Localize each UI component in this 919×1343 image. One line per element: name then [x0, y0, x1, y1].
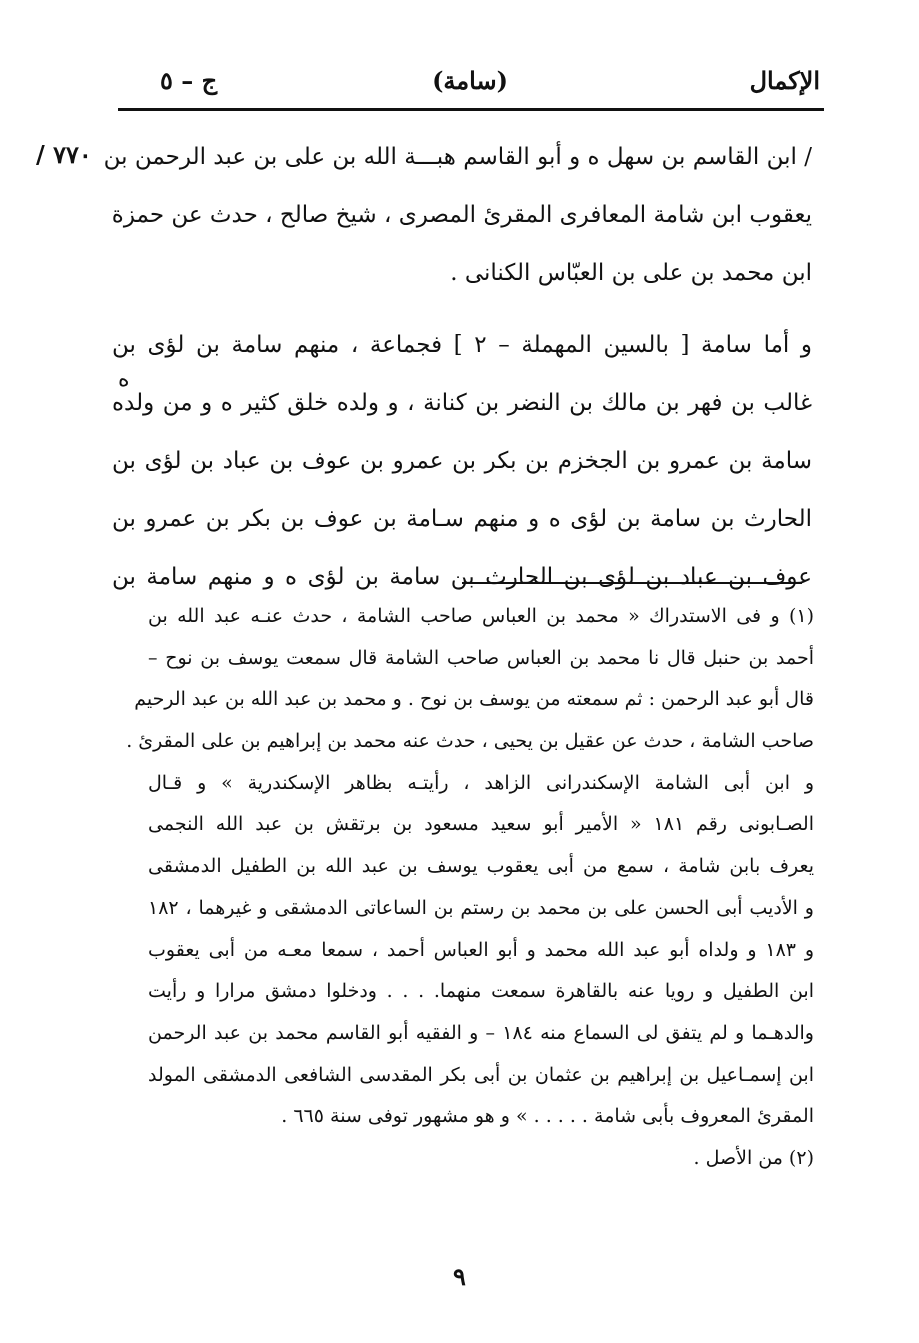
- margin-marker: ه: [118, 367, 130, 392]
- margin-page-reference: ٧٧٠ /: [36, 140, 92, 169]
- header-rule: [118, 108, 824, 111]
- page-header: [120, 66, 820, 106]
- main-line: ابن محمد بن على بن العبّاس الكنانى .: [450, 260, 812, 286]
- book-title: الإكمال: [749, 66, 820, 95]
- main-line: يعقوب ابن شامة المعافرى المقرئ المصرى ، شيخ صالح ، حدث عن حمزة: [111, 202, 812, 228]
- footnote-line: (٢) من الأصل .: [693, 1146, 814, 1169]
- footnote-line: والدهـما و لم يتفق لى السماع منه ١٨٤ – و الفقيه أبو القاسم محمد بن عبد الرحمن: [148, 1021, 814, 1044]
- main-text: [103, 128, 812, 606]
- volume-label: ج – ٥: [160, 66, 218, 95]
- main-line: غالب بن فهر بن مالك بن النضر بن كنانة ، و ولده خلق كثير ه و من ولده: [112, 390, 812, 416]
- main-line: سامة بن عمرو بن الجخزم بن بكر بن عمرو بن عوف بن عباد بن لؤى بن: [112, 448, 812, 474]
- footnote-line: الصـابونى رقم ١٨١ « الأمير أبو سعيد مسعود بن برتقش بن عبد الله النجمى: [148, 813, 814, 836]
- footnote-line: (١) و فى الاستدراك « محمد بن العباس صاحب الشامة ، حدث عنـه عبد الله بن: [148, 605, 814, 627]
- main-line: / ابن القاسم بن سهل ه و أبو القاسم هبـــة الله بن على بن عبد الرحمن بن: [103, 144, 812, 170]
- footnote-line: و ابن أبى الشامة الإسكندرانى الزاهد ، رأيتـه بظاهر الإسكندرية » و قـال: [148, 771, 814, 794]
- footnote-rule: [462, 582, 802, 584]
- entry-heading: (سامة): [432, 66, 508, 95]
- main-line: عوف بن عباد بن لؤى بن الحارث بن سامة بن لؤى ه و منهم سامة بن: [112, 564, 812, 590]
- main-line: الحارث بن سامة بن لؤى ه و منهم سـامة بن عوف بن بكر بن عمرو بن: [112, 506, 812, 532]
- main-line: و أما سامة [ بالسين المهملة – ٢ ] فجماعة ، منهم سامة بن لؤى بن: [112, 332, 812, 358]
- footnote-line: ابن الطفيل و رويا عنه بالقاهرة سمعت منهما. . . . ودخلوا دمشق مرارا و رأيت: [148, 980, 814, 1003]
- footnote-line: يعرف بابن شامة ، سمع من أبى يعقوب يوسف بن عبد الله بن الطفيل الدمشقى: [148, 855, 814, 878]
- footnotes: [126, 596, 814, 1180]
- footnote-line: صاحب الشامة ، حدث عن عقيل بن يحيى ، حدث عنه محمد بن إبراهيم بن على المقرئ .: [126, 730, 814, 753]
- footnote-line: قال أبو عبد الرحمن : ثم سمعته من يوسف بن نوح . و محمد بن عبد الله بن عبد الرحيم: [134, 688, 814, 711]
- footnote-line: المقرئ المعروف بأبى شامة . . . . . » و هو مشهور توفى سنة ٦٦٥ .: [281, 1105, 814, 1128]
- footnote-line: ابن إسمـاعيل بن إبراهيم بن عثمان بن أبى بكر المقدسى الشافعى الدمشقى المولد: [148, 1063, 814, 1086]
- page-number: ٩: [453, 1262, 466, 1291]
- footnote-line: أحمد بن حنبل قال نا محمد بن العباس صاحب الشامة قال سمعت يوسف بن نوح –: [148, 646, 814, 669]
- footnote-line: و ١٨٣ و ولداه أبو عبد الله محمد و أبو العباس أحمد ، سمعا معـه من أبى يعقوب: [148, 938, 814, 961]
- footnote-line: و الأديب أبى الحسن على بن محمد بن رستم بن الساعاتى الدمشقى و غيرهما ، ١٨٢: [148, 896, 814, 919]
